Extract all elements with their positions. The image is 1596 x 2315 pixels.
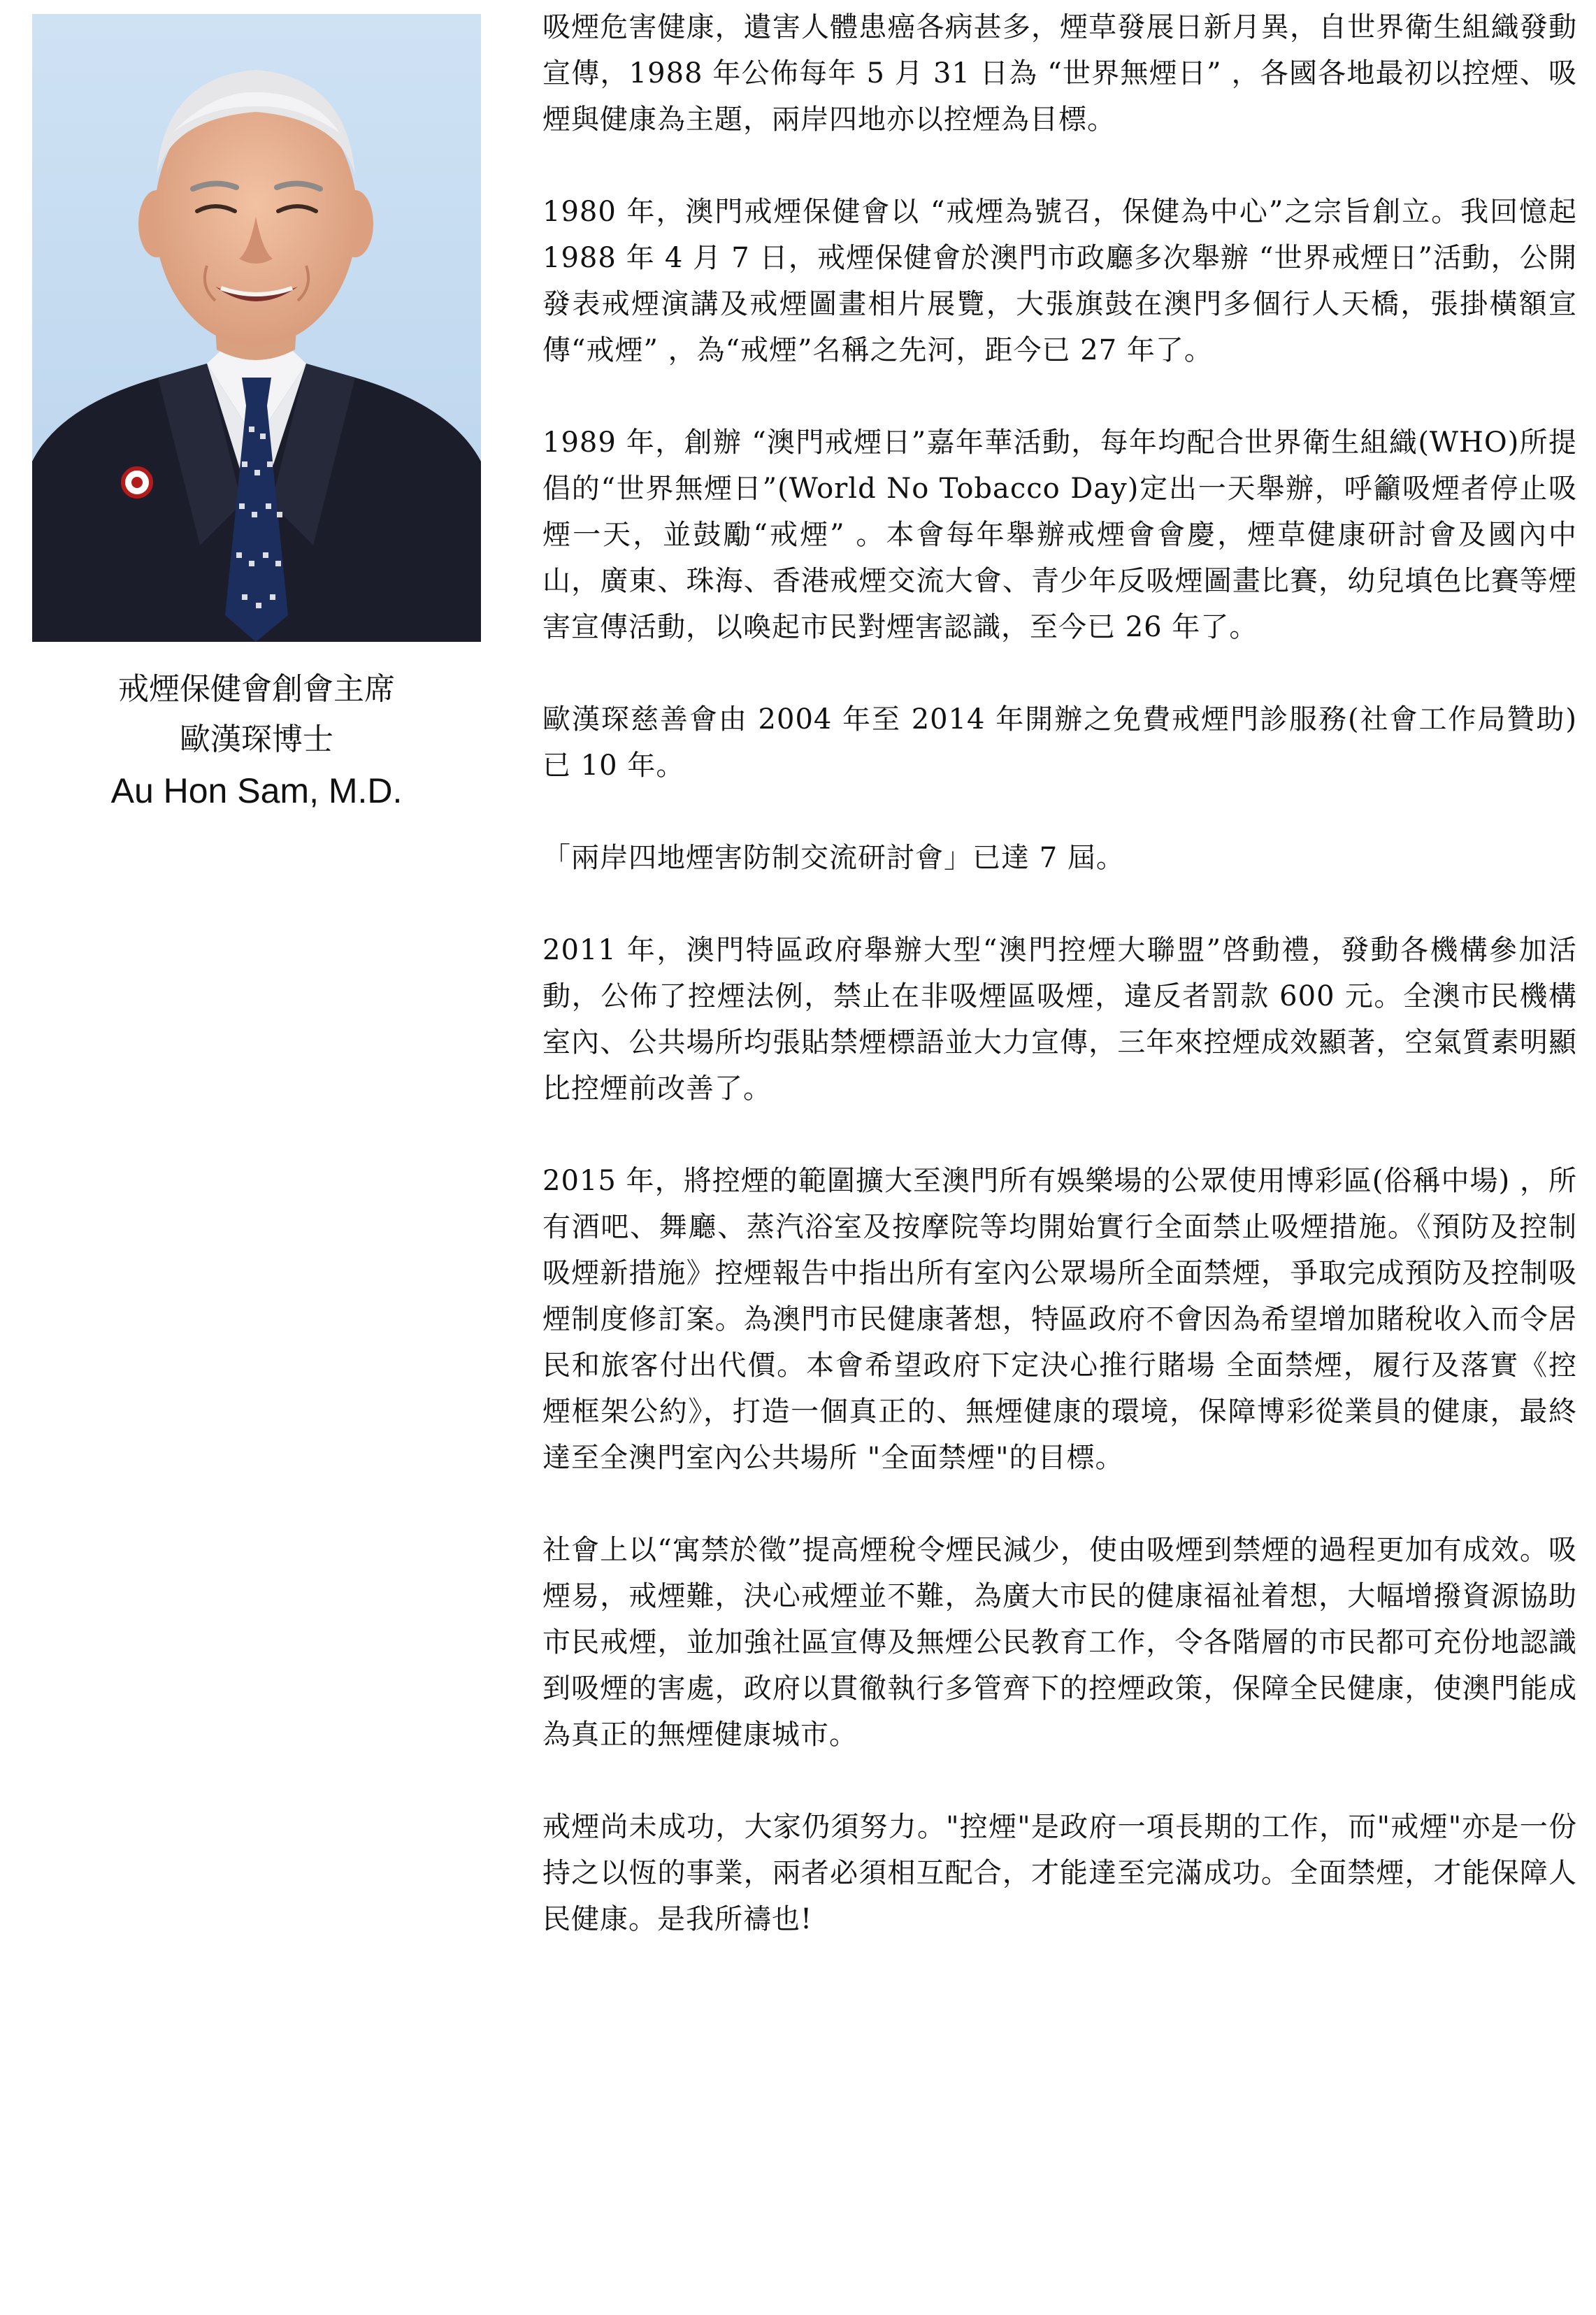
portrait-caption (32, 664, 481, 817)
paragraph-cross-strait-seminar: 「兩岸四地煙害防制交流研討會」已達 7 屆。 (542, 842, 1125, 874)
paragraph-free-clinic: 歐漢琛慈善會由 2004 年至 2014 年開辦之免費戒煙門診服務(社會工作局贊助)已 10 年。 (542, 703, 1577, 782)
paragraph-2015-casino-ban: 2015 年，將控煙的範圍擴大至澳門所有娛樂場的公眾使用博彩區(俗稱中場) ，所有酒吧、舞廳、蒸汽浴室及按摩院等均開始實行全面禁止吸煙措施。《預防及控制吸煙新措施》控煙報告中指出所有室內公眾場所全面禁煙，爭取完成預防及控制吸煙制度修訂案。為澳門市民健康著想，特區政府不會因為希望增加賭稅收入而令居民和旅客付出代價。本會希望政府下定決心推行賭場 全面禁煙，履行及落實《控煙框架公約》，打造一個真正的、無煙健康的環境，保障博彩從業員的健康，最終達至全澳門室內公共場所 "全面禁煙"的目標。 (542, 1165, 1577, 1474)
paragraph-world-no-tobacco-day: 吸煙危害健康，遺害人體患癌各病甚多，煙草發展日新月異，自世界衛生組織發動宣傳，1988 年公佈每年 5 月 31 日為 “世界無煙日” ，各國各地最初以控煙、吸煙與健康為主題，兩岸四地亦以控煙為目標。 (542, 11, 1577, 136)
caption-role: 戒煙保健會創會主席 (118, 671, 395, 707)
article-body (542, 4, 1577, 1988)
portrait-photo (32, 14, 481, 642)
caption-name-chinese: 歐漢琛博士 (180, 722, 333, 757)
paragraph-2011-tobacco-control: 2011 年，澳門特區政府舉辦大型“澳門控煙大聯盟”啓動禮，發動各機構參加活動，公佈了控煙法例，禁止在非吸煙區吸煙，違反者罰款 600 元。全澳市民機構室內、公共場所均張貼禁煙標語並大力宣傳，三年來控煙成效顯著，空氣質素明顯比控煙前改善了。 (542, 934, 1577, 1105)
caption-name-english: Au Hon Sam, M.D. (110, 771, 403, 810)
paragraph-tobacco-tax: 社會上以“寓禁於徵”提高煙稅令煙民減少，使由吸煙到禁煙的過程更加有成效。吸煙易，戒煙難，決心戒煙並不難，為廣大市民的健康福祉着想，大幅增撥資源協助市民戒煙，並加強社區宣傳及無煙公民教育工作，令各階層的市民都可充份地認識到吸煙的害處，政府以貫徹執行多管齊下的控煙政策，保障全民健康，使澳門能成為真正的無煙健康城市。 (542, 1534, 1577, 1751)
paragraph-macau-no-smoking-day: 1989 年，創辦 “澳門戒煙日”嘉年華活動，每年均配合世界衛生組織(WHO)所提倡的“世界無煙日”(World No Tobacco Day)定出一天舉辦，呼籲吸煙者停止吸煙一天，並鼓勵“戒煙” 。本會每年舉辦戒煙會會慶，煙草健康研討會及國內中山，廣東、珠海、香港戒煙交流大會、青少年反吸煙圖畫比賽，幼兒填色比賽等煙害宣傳活動，以喚起市民對煙害認識，至今已 26 年了。 (542, 427, 1577, 643)
paragraph-association-founding: 1980 年，澳門戒煙保健會以 “戒煙為號召，保健為中心”之宗旨創立。我回憶起 1988 年 4 月 7 日，戒煙保健會於澳門市政廳多次舉辦 “世界戒煙日”活動，公開發表戒煙演講及戒煙圖畫相片展覽，大張旗鼓在澳門多個行人天橋，張掛橫額宣傳“戒煙” ，為“戒煙”名稱之先河，距今已 27 年了。 (542, 196, 1577, 366)
portrait-illustration (32, 14, 481, 642)
paragraph-closing: 戒煙尚未成功，大家仍須努力。"控煙"是政府一項長期的工作，而"戒煙"亦是一份持之以恆的事業，兩者必須相互配合，才能達至完滿成功。全面禁煙，才能保障人民健康。是我所禱也! (542, 1811, 1577, 1935)
